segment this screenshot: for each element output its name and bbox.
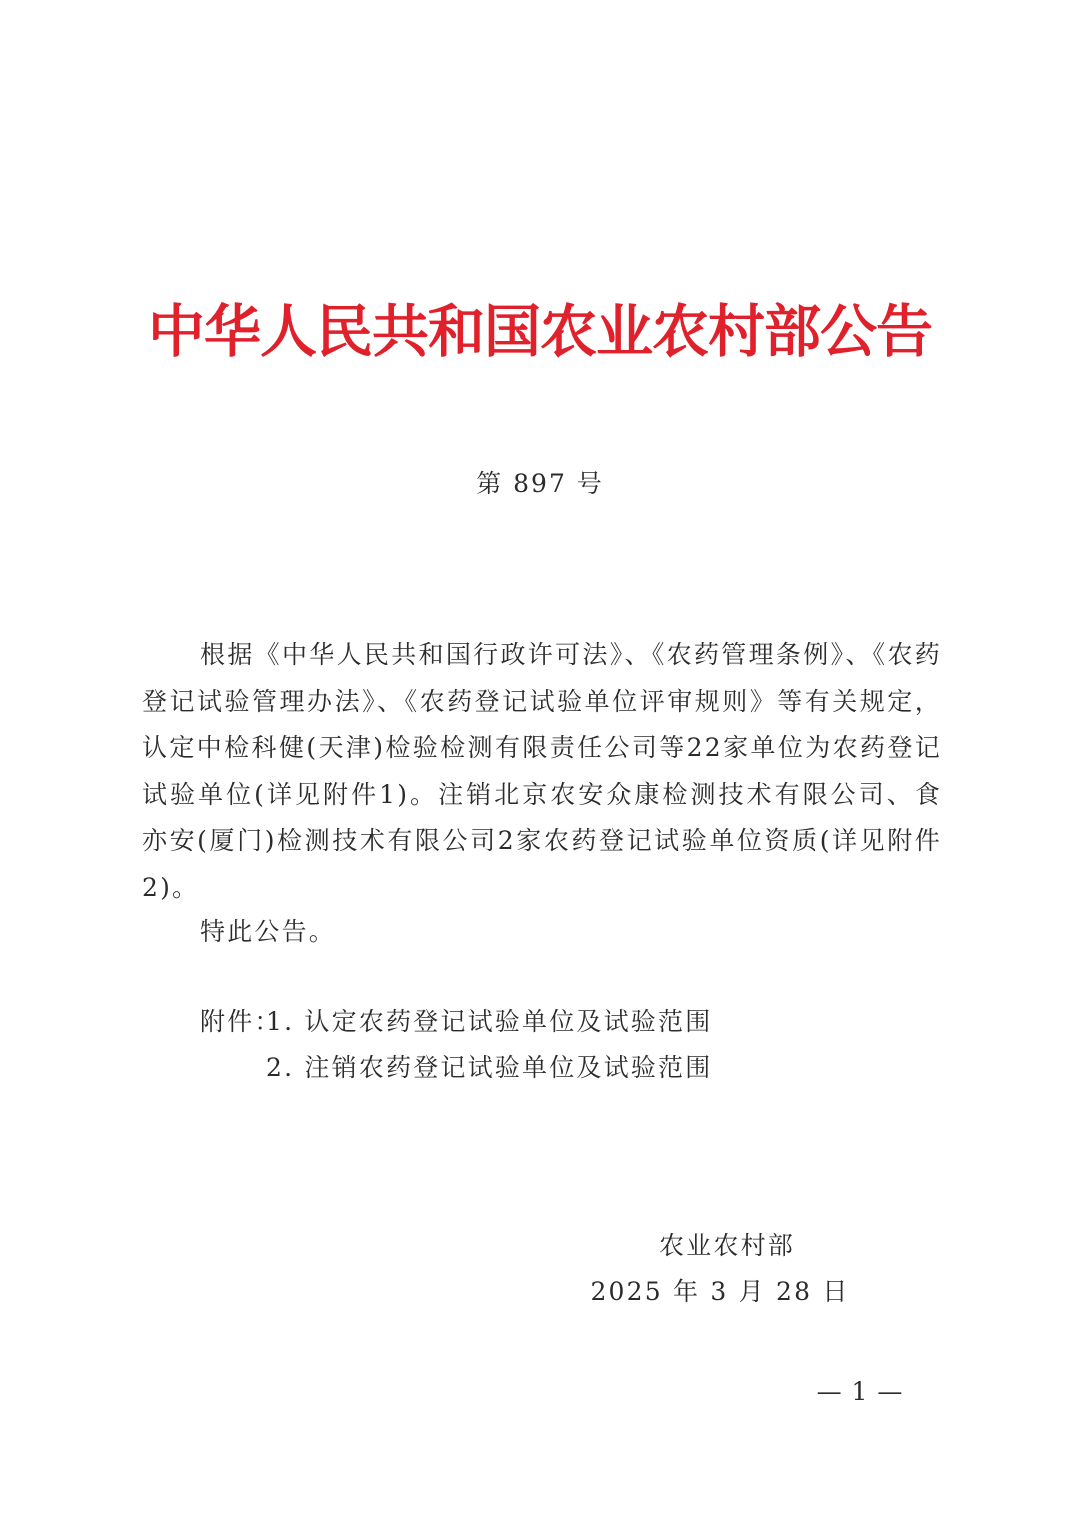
- attachment-item-text: 2. 注销农药登记试验单位及试验范围: [266, 1053, 713, 1082]
- closing-statement: 特此公告。: [200, 917, 337, 946]
- document-header-title: 中华人民共和国农业农村部公告: [148, 298, 932, 365]
- body-paragraph: 根据《中华人民共和国行政许可法》、《农药管理条例》、《农药登记试验管理办法》、《农药登记试验单位评审规则》等有关规定，认定中检科健(天津)检验检测有限责任公司等22家单位为农药登记试验单位(详见附件1)。注销北京农安众康检测技术有限公司、食亦安(厦门)检测技术有限公司2家农药登记试验单位资质(详见附件2)。: [142, 640, 942, 902]
- attachment-item-text: 1. 认定农药登记试验单位及试验范围: [266, 1007, 713, 1036]
- attachment-item: [200, 1000, 920, 1044]
- issuing-organization: 农业农村部: [658, 1231, 795, 1260]
- document-number: 第 897 号: [476, 469, 604, 498]
- attachment-indent: [200, 1046, 266, 1090]
- page-number: — 1 —: [816, 1377, 904, 1406]
- signature-block: [560, 1224, 880, 1314]
- attachments-label: 附件：: [200, 1007, 282, 1036]
- issue-date: 2025 年 3 月 28 日: [590, 1277, 850, 1306]
- attachments-list: [200, 1000, 920, 1092]
- attachment-item: [200, 1046, 920, 1090]
